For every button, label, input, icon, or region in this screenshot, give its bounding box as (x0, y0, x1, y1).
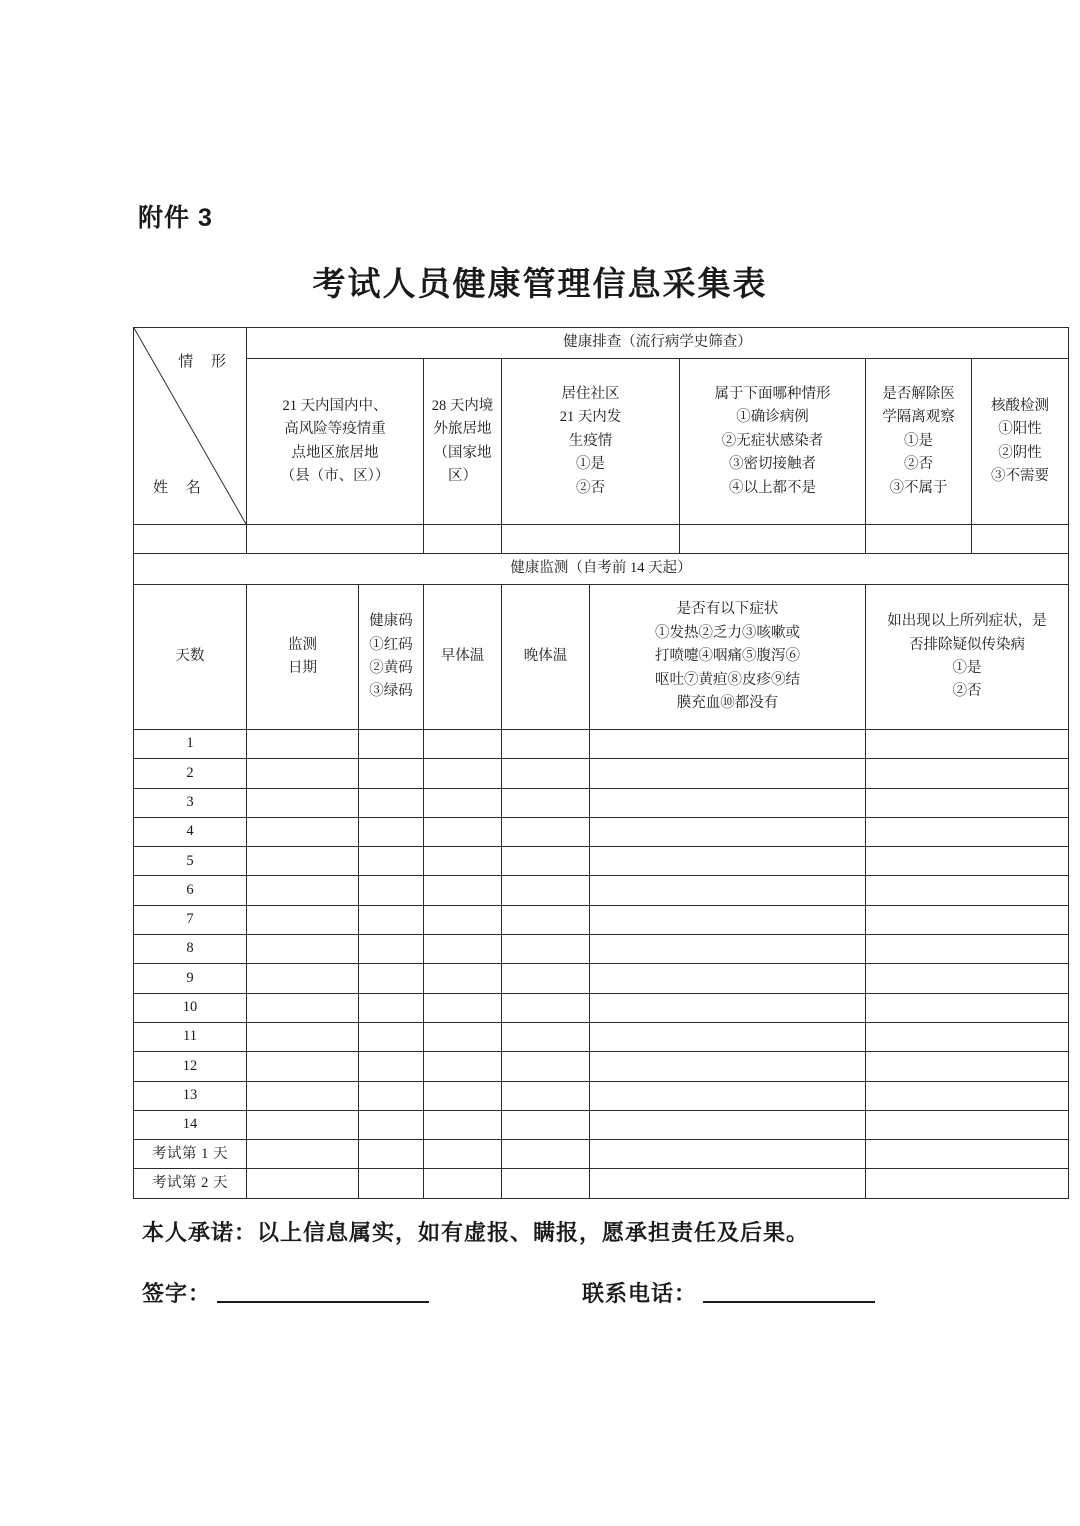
screening-answer-domestic-risk-area[interactable] (247, 525, 424, 554)
day-cell-evening-temperature[interactable] (502, 993, 590, 1022)
day-cell-symptoms[interactable] (590, 935, 866, 964)
table-row (134, 1169, 1069, 1198)
day-cell-exclude-infectious-disease[interactable] (866, 964, 1069, 993)
day-cell-health-code[interactable] (359, 876, 424, 905)
screening-col-quarantine-released: 是否解除医 学隔离观察 ①是 ②否 ③不属于 (866, 359, 972, 525)
situation-label: 情 形 (178, 354, 233, 370)
day-cell-date[interactable] (247, 876, 359, 905)
day-label-cell: 2 (134, 759, 247, 788)
name-label: 姓 名 (153, 479, 208, 496)
day-cell-date[interactable] (247, 935, 359, 964)
table-row (134, 935, 1069, 964)
day-cell-health-code[interactable] (359, 817, 424, 846)
day-cell-evening-temperature[interactable] (502, 788, 590, 817)
monitoring-col-health-code: 健康码 ①红码 ②黄码 ③绿码 (359, 585, 424, 730)
day-cell-date[interactable] (247, 730, 359, 759)
table-row (134, 993, 1069, 1022)
day-label-cell: 7 (134, 905, 247, 934)
day-cell-health-code[interactable] (359, 1081, 424, 1110)
monitoring-col-symptoms: 是否有以下症状 ①发热②乏力③咳嗽或 打喷嚏④咽痛⑤腹泻⑥ 呕吐⑦黄疸⑧皮疹⑨结 膜充血⑩都没有 (590, 585, 866, 730)
screening-answer-nucleic-acid-test[interactable] (972, 525, 1069, 554)
table-row (134, 905, 1069, 934)
table-row (134, 847, 1069, 876)
page-title: 考试人员健康管理信息采集表 (312, 265, 768, 302)
screening-header-row (134, 359, 1069, 525)
screening-col-case-category: 属于下面哪种情形 ①确诊病例 ②无症状感染者 ③密切接触者 ④以上都不是 (680, 359, 866, 525)
day-cell-exclude-infectious-disease[interactable] (866, 1052, 1069, 1081)
monitoring-banner: 健康监测（自考前 14 天起） (134, 554, 1069, 585)
table-row (134, 1081, 1069, 1110)
day-cell-symptoms[interactable] (590, 1169, 866, 1198)
day-cell-date[interactable] (247, 1169, 359, 1198)
day-cell-exclude-infectious-disease[interactable] (866, 847, 1069, 876)
day-label-cell: 3 (134, 788, 247, 817)
day-cell-morning-temperature[interactable] (424, 905, 502, 934)
day-cell-morning-temperature[interactable] (424, 964, 502, 993)
day-cell-date[interactable] (247, 847, 359, 876)
monitoring-banner-row (134, 554, 1069, 585)
screening-answer-quarantine-released[interactable] (866, 525, 972, 554)
day-cell-exclude-infectious-disease[interactable] (866, 759, 1069, 788)
day-cell-morning-temperature[interactable] (424, 935, 502, 964)
day-cell-symptoms[interactable] (590, 1081, 866, 1110)
day-cell-exclude-infectious-disease[interactable] (866, 1140, 1069, 1169)
day-label-cell: 10 (134, 993, 247, 1022)
day-cell-morning-temperature[interactable] (424, 1022, 502, 1051)
day-cell-symptoms[interactable] (590, 876, 866, 905)
day-cell-health-code[interactable] (359, 730, 424, 759)
screening-answer-community-outbreak[interactable] (502, 525, 680, 554)
day-cell-symptoms[interactable] (590, 1140, 866, 1169)
phone-input-line[interactable] (703, 1301, 875, 1303)
day-cell-morning-temperature[interactable] (424, 847, 502, 876)
attachment-label: 附件 3 (138, 204, 213, 232)
table-row (134, 876, 1069, 905)
day-cell-morning-temperature[interactable] (424, 1052, 502, 1081)
day-label-cell: 考试第 1 天 (134, 1140, 247, 1169)
day-cell-evening-temperature[interactable] (502, 964, 590, 993)
day-cell-exclude-infectious-disease[interactable] (866, 993, 1069, 1022)
day-cell-health-code[interactable] (359, 1140, 424, 1169)
day-cell-health-code[interactable] (359, 759, 424, 788)
day-cell-health-code[interactable] (359, 788, 424, 817)
day-cell-evening-temperature[interactable] (502, 759, 590, 788)
day-cell-exclude-infectious-disease[interactable] (866, 730, 1069, 759)
day-label-cell: 考试第 2 天 (134, 1169, 247, 1198)
day-cell-evening-temperature[interactable] (502, 1052, 590, 1081)
day-cell-symptoms[interactable] (590, 730, 866, 759)
day-cell-evening-temperature[interactable] (502, 1022, 590, 1051)
day-cell-date[interactable] (247, 1140, 359, 1169)
day-label-cell: 12 (134, 1052, 247, 1081)
day-cell-date[interactable] (247, 1081, 359, 1110)
day-cell-health-code[interactable] (359, 905, 424, 934)
day-cell-morning-temperature[interactable] (424, 759, 502, 788)
day-cell-morning-temperature[interactable] (424, 788, 502, 817)
day-cell-date[interactable] (247, 1110, 359, 1139)
day-cell-health-code[interactable] (359, 993, 424, 1022)
screening-col-nucleic-acid-test: 核酸检测 ①阳性 ②阴性 ③不需要 (972, 359, 1069, 525)
day-label-cell: 11 (134, 1022, 247, 1051)
day-label-cell: 1 (134, 730, 247, 759)
day-cell-date[interactable] (247, 964, 359, 993)
day-cell-evening-temperature[interactable] (502, 905, 590, 934)
day-cell-date[interactable] (247, 1022, 359, 1051)
day-cell-date[interactable] (247, 993, 359, 1022)
day-cell-symptoms[interactable] (590, 905, 866, 934)
signature-label: 签字： (142, 1281, 212, 1306)
table-row (134, 1140, 1069, 1169)
day-cell-symptoms[interactable] (590, 1110, 866, 1139)
day-cell-health-code[interactable] (359, 964, 424, 993)
monitoring-col-day-count: 天数 (134, 585, 247, 730)
day-label-cell: 9 (134, 964, 247, 993)
day-cell-exclude-infectious-disease[interactable] (866, 876, 1069, 905)
name-situation-corner-cell (134, 328, 247, 525)
day-cell-exclude-infectious-disease[interactable] (866, 935, 1069, 964)
day-cell-symptoms[interactable] (590, 788, 866, 817)
screening-answer-name[interactable] (134, 525, 247, 554)
table-row (134, 964, 1069, 993)
day-cell-health-code[interactable] (359, 1022, 424, 1051)
day-cell-morning-temperature[interactable] (424, 1140, 502, 1169)
day-cell-morning-temperature[interactable] (424, 817, 502, 846)
monitoring-col-date: 监测 日期 (247, 585, 359, 730)
day-cell-exclude-infectious-disease[interactable] (866, 788, 1069, 817)
day-cell-date[interactable] (247, 1052, 359, 1081)
day-cell-morning-temperature[interactable] (424, 1169, 502, 1198)
table-row (134, 730, 1069, 759)
day-cell-symptoms[interactable] (590, 1052, 866, 1081)
day-cell-morning-temperature[interactable] (424, 730, 502, 759)
day-label-cell: 13 (134, 1081, 247, 1110)
day-cell-health-code[interactable] (359, 847, 424, 876)
day-cell-morning-temperature[interactable] (424, 1110, 502, 1139)
day-cell-date[interactable] (247, 905, 359, 934)
phone-label: 联系电话： (582, 1281, 698, 1306)
screening-col-community-outbreak: 居住社区 21 天内发 生疫情 ①是 ②否 (502, 359, 680, 525)
day-cell-evening-temperature[interactable] (502, 730, 590, 759)
day-cell-symptoms[interactable] (590, 964, 866, 993)
day-cell-exclude-infectious-disease[interactable] (866, 1110, 1069, 1139)
signature-block (142, 1277, 429, 1308)
day-cell-exclude-infectious-disease[interactable] (866, 905, 1069, 934)
day-cell-symptoms[interactable] (590, 759, 866, 788)
day-cell-evening-temperature[interactable] (502, 1110, 590, 1139)
day-cell-date[interactable] (247, 759, 359, 788)
day-label-cell: 6 (134, 876, 247, 905)
day-cell-health-code[interactable] (359, 1110, 424, 1139)
day-cell-exclude-infectious-disease[interactable] (866, 1022, 1069, 1051)
day-cell-date[interactable] (247, 788, 359, 817)
day-cell-symptoms[interactable] (590, 817, 866, 846)
monitoring-header-row (134, 585, 1069, 730)
pledge-statement: 本人承诺：以上信息属实，如有虚报、瞒报，愿承担责任及后果。 (142, 1220, 810, 1245)
day-cell-date[interactable] (247, 817, 359, 846)
table-row (134, 1052, 1069, 1081)
table-row (134, 1110, 1069, 1139)
day-cell-evening-temperature[interactable] (502, 817, 590, 846)
monitoring-col-evening-temperature: 晚体温 (502, 585, 590, 730)
monitoring-col-morning-temperature: 早体温 (424, 585, 502, 730)
day-cell-evening-temperature[interactable] (502, 876, 590, 905)
day-cell-exclude-infectious-disease[interactable] (866, 1081, 1069, 1110)
signature-input-line[interactable] (217, 1301, 429, 1303)
day-cell-exclude-infectious-disease[interactable] (866, 817, 1069, 846)
screening-answer-case-category[interactable] (680, 525, 866, 554)
monitoring-col-exclude-infectious-disease: 如出现以上所列症状，是 否排除疑似传染病 ①是 ②否 (866, 585, 1069, 730)
day-cell-evening-temperature[interactable] (502, 1169, 590, 1198)
day-label-cell: 5 (134, 847, 247, 876)
day-cell-health-code[interactable] (359, 1169, 424, 1198)
day-label-cell: 14 (134, 1110, 247, 1139)
day-cell-morning-temperature[interactable] (424, 993, 502, 1022)
phone-block (582, 1277, 875, 1308)
day-label-cell: 4 (134, 817, 247, 846)
screening-col-domestic-risk-area: 21 天内国内中、 高风险等疫情重 点地区旅居地 （县（市、区）） (247, 359, 424, 525)
screening-answer-row (134, 525, 1069, 554)
day-cell-evening-temperature[interactable] (502, 847, 590, 876)
day-cell-symptoms[interactable] (590, 993, 866, 1022)
day-cell-exclude-infectious-disease[interactable] (866, 1169, 1069, 1198)
table-row (134, 788, 1069, 817)
day-cell-symptoms[interactable] (590, 847, 866, 876)
table-row (134, 817, 1069, 846)
screening-banner-row (134, 328, 1069, 359)
screening-col-overseas-residence: 28 天内境 外旅居地 （国家地 区） (424, 359, 502, 525)
day-cell-morning-temperature[interactable] (424, 876, 502, 905)
signature-row (142, 1277, 942, 1317)
day-cell-health-code[interactable] (359, 935, 424, 964)
day-cell-evening-temperature[interactable] (502, 1140, 590, 1169)
day-cell-symptoms[interactable] (590, 1022, 866, 1051)
day-label-cell: 8 (134, 935, 247, 964)
day-cell-morning-temperature[interactable] (424, 1081, 502, 1110)
table-row (134, 759, 1069, 788)
day-cell-evening-temperature[interactable] (502, 1081, 590, 1110)
day-cell-evening-temperature[interactable] (502, 935, 590, 964)
table-row (134, 1022, 1069, 1051)
health-information-table (133, 327, 1069, 1199)
day-cell-health-code[interactable] (359, 1052, 424, 1081)
screening-answer-overseas-residence[interactable] (424, 525, 502, 554)
screening-banner: 健康排查（流行病学史筛查） (247, 328, 1069, 359)
